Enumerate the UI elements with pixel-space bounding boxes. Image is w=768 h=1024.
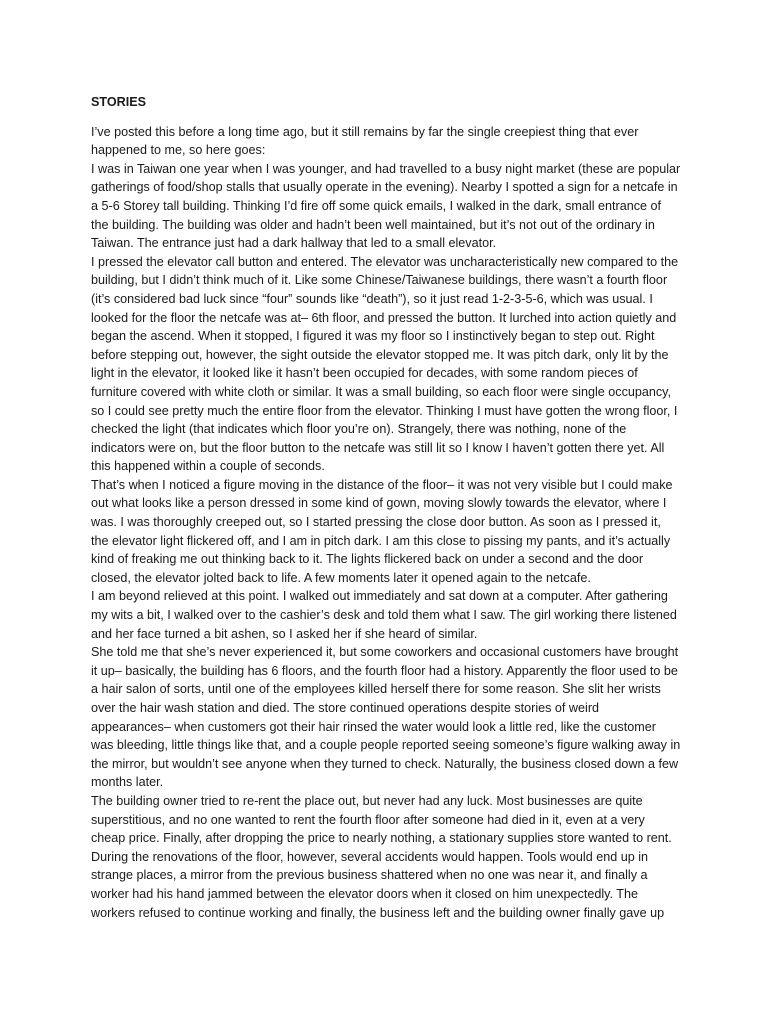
paragraph-elevator: I pressed the elevator call button and entered. The elevator was uncharacteristically new compared to the building, but I didn’t think much of it. Like some Chinese/Taiwanese buildings, there wasn’t a fourth floor (it’s considered bad luck since “four” sounds like “death”), so it just read 1-2-3-5-6, which was usual. I looked for the floor the netcafe was at– 6th floor, and pressed the button. It lurched into action quietly and began the ascend. When it stopped, I figured it was my floor so I instinctively began to step out. Right before stepping out, however, the sight outside the elevator stopped me. It was pitch dark, only lit by the light in the elevator, it looked like it hasn’t been occupied for decades, with some random pieces of furniture covered with white cloth or similar. It was a small building, so each floor were single occupancy, so I could see pretty much the entire floor from the elevator. Thinking I must have gotten the wrong floor, I checked the light (that indicates which floor you’re on). Strangely, there was nothing, none of the indicators were on, but the floor button to the netcafe was still lit so I know I haven’t gotten there yet. All this happened within a couple of seconds. [91, 254, 679, 474]
paragraph-history: She told me that she’s never experienced it, but some coworkers and occasional customers have brought it up– basically, the building has 6 floors, and the fourth floor had a history. Apparently the floor used to be a hair salon of sorts, until one of the employees killed herself there for some reason. She slit her wrists over the hair wash station and died. The store continued operations despite stories of weird appearances– when customers got their hair rinsed the water would look a little red, like the customer was bleeding, little things like that, and a couple people reported seeing someone’s figure walking away in the mirror, but wouldn’t see anyone when they turned to check. Naturally, the business closed down a few months later. [91, 645, 681, 790]
document-title: STORIES [91, 95, 147, 109]
paragraph-taiwan-market: I was in Taiwan one year when I was younger, and had travelled to a busy night market (these are popular gatherings of food/shop stalls that usually operate in the evening). Nearby I spotted a sign for a netcafe in a 5-6 Storey tall building. Thinking I’d fire off some quick emails, I walked in the dark, small entrance of the building. The building was older and hadn’t been well maintained, but it’s not out of the ordinary in Taiwan. The entrance just had a dark hallway that led to a small elevator. [91, 161, 681, 251]
paragraph-figure: That’s when I noticed a figure moving in the distance of the floor– it was not very visible but I could make out what looks like a person dressed in some kind of gown, moving slowly towards the elevator, where I was. I was thoroughly creeped out, so I started pressing the close door button. As soon as I pressed it, the elevator light flickered off, and I am in pitch dark. I am this close to pissing my pants, and it’s actually kind of freaking me out thinking back to it. The lights flickered back on under a second and the door closed, the elevator jolted back to life. A few moments later it opened again to the netcafe. [91, 477, 673, 585]
paragraph-intro: I’ve posted this before a long time ago, but it still remains by far the single creepiest thing that ever happened to me, so here goes: [91, 124, 639, 158]
document-page [91, 93, 681, 922]
paragraph-relieved: I am beyond relieved at this point. I walked out immediately and sat down at a computer. After gathering my wits a bit, I walked over to the cashier’s desk and told them what I saw. The girl working there listened and her face turned a bit ashen, so I asked her if she heard of similar. [91, 589, 677, 641]
paragraph-rent: The building owner tried to re-rent the place out, but never had any luck. Most businesses are quite superstitious, and no one wanted to rent the fourth floor after someone had died in it, even at a very cheap price. Finally, after dropping the price to nearly nothing, a stationary supplies store wanted to rent. During the renovations of the floor, however, several accidents would happen. Tools would end up in strange places, a mirror from the previous business shattered when no one was near it, and finally a worker had his hand jammed between the elevator doors when it closed on him unexpectedly. The workers refused to continue working and finally, the business left and the building owner finally gave up [91, 793, 672, 920]
